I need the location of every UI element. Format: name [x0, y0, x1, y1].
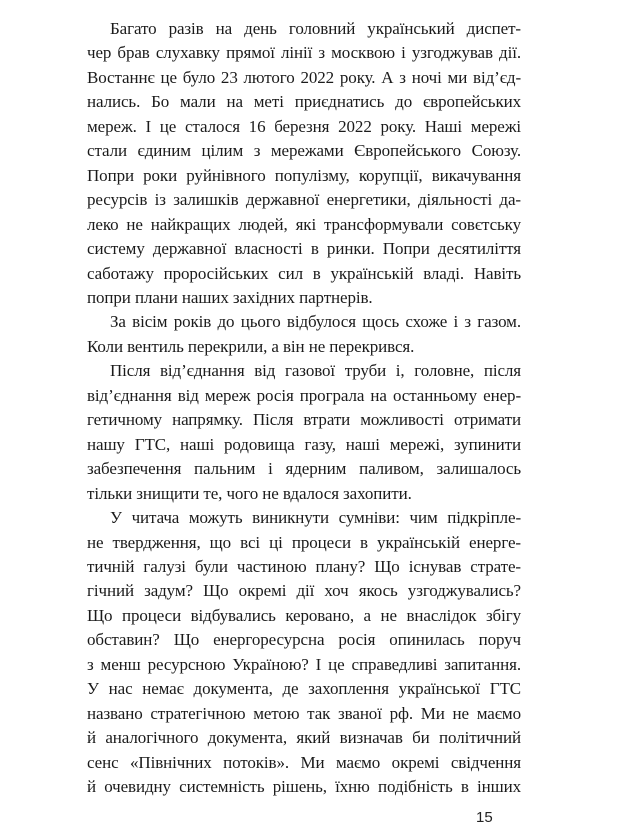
text-line: Багато разів на день головний український диспет- — [110, 19, 521, 38]
text-line: гічний задум? Що окремі дії хоч якось узгоджувались? — [87, 581, 521, 601]
text-line: Востаннє це було 23 лютого 2022 року. А з ночі ми від’єд- — [87, 67, 521, 87]
text-line: сенс «Північних потоків». Ми маємо окремі свідчення — [87, 752, 521, 772]
page-number: 15 — [476, 809, 493, 826]
text-line: мереж. І це сталося 16 березня 2022 року. Наші мережі — [87, 116, 521, 136]
text-line: тичній галузі були частиною плану? Що існував страте- — [87, 556, 521, 576]
text-line: Коли вентиль перекрили, а він не перекрився. — [87, 336, 415, 356]
text-line: забезпечення пальним і ядерним паливом, залишалось — [87, 459, 521, 479]
text-line: не твердження, що всі ці процеси в українській енерге- — [87, 532, 521, 552]
text-line: й аналогічного документа, який визначав би політичний — [87, 728, 521, 748]
text-line: й очевидну системність рішень, їхню подібність в інших — [87, 777, 521, 797]
paragraph — [87, 506, 521, 799]
text-line: Після від’єднання від газової труби і, головне, після — [110, 361, 521, 381]
text-line: У читача можуть виникнути сумніви: чим підкріпле- — [110, 508, 521, 528]
text-line: Що процеси відбувались керовано, а не внаслідок збігу — [87, 605, 521, 625]
text-line: ресурсів із залишків державної енергетики, діяльності да- — [87, 190, 521, 210]
text-line: леко не найкращих людей, які трансформували совєтську — [87, 214, 521, 234]
text-line: саботажу проросійських сил в українській владі. Навіть — [87, 263, 521, 283]
text-line: Попри роки руйнівного популізму, корупції, викачування — [87, 165, 521, 185]
text-block — [87, 17, 521, 800]
paragraph — [87, 359, 521, 506]
paragraph — [87, 310, 521, 359]
text-line: чер брав слухавку прямої лінії з москвою і узгоджував дії. — [87, 43, 521, 63]
text-line: стали єдиним цілим з мережами Європейського Союзу. — [87, 141, 521, 161]
text-line: з менш ресурсною Україною? І це справедливі запитання. — [87, 654, 521, 674]
text-line: обставин? Що енергоресурсна росія опинилась поруч — [87, 630, 521, 650]
text-line: від’єднання від мереж росія програла на останньому енер- — [87, 385, 521, 405]
text-line: систему державної власності в ринки. Попри десятиліття — [87, 239, 521, 259]
text-line: За вісім років до цього відбулося щось схоже і з газом. — [110, 312, 521, 332]
text-line: названо стратегічною метою так званої рф. Ми не маємо — [87, 703, 521, 723]
text-line: нашу ГТС, наші родовища газу, наші мережі, зупинити — [87, 434, 521, 454]
text-line: гетичному напрямку. Після втрати можливості отримати — [87, 410, 521, 430]
paragraph — [87, 17, 521, 310]
text-line: попри плани наших західних партнерів. — [87, 287, 373, 307]
text-line: нались. Бо мали на меті приєднатись до європейських — [87, 92, 521, 112]
text-line: У нас немає документа, де захоплення української ГТС — [87, 679, 521, 699]
text-line: тільки знищити те, чого не вдалося захопити. — [87, 483, 412, 503]
